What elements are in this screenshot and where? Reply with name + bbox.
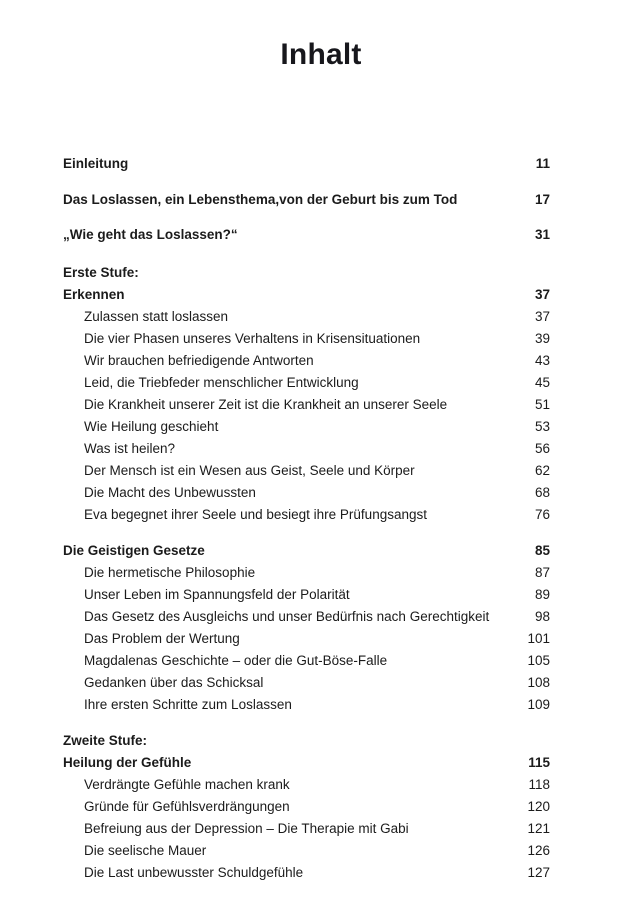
entry-title: Erste Stufe: xyxy=(63,264,139,280)
entry-title: Das Loslassen, ein Lebensthema,von der Geburt bis zum Tod xyxy=(63,191,458,207)
entry-title: Leid, die Triebfeder menschlicher Entwicklung xyxy=(84,374,359,390)
toc-sub-entry[interactable] xyxy=(63,372,550,394)
toc-sub-entry[interactable] xyxy=(63,350,550,372)
toc-sub-entry[interactable] xyxy=(63,672,550,694)
entry-page-number: 17 xyxy=(534,191,550,207)
toc-sub-entry[interactable] xyxy=(63,796,550,818)
entry-page-number: 126 xyxy=(527,842,550,858)
entry-page-number: 11 xyxy=(535,156,550,171)
entry-page-number: 87 xyxy=(534,564,550,580)
entry-title: Das Problem der Wertung xyxy=(84,630,240,646)
entry-title: Die Krankheit unserer Zeit ist die Krankheit an unserer Seele xyxy=(84,396,448,412)
page-title: Inhalt xyxy=(280,38,362,71)
entry-title: Die Last unbewusster Schuldgefühle xyxy=(84,864,304,880)
entry-page-number: 68 xyxy=(534,484,550,500)
toc-sub-entry[interactable] xyxy=(63,818,550,840)
entry-title: Die vier Phasen unseres Verhaltens in Krisensituationen xyxy=(84,330,421,346)
entry-page-number: 115 xyxy=(528,754,550,770)
toc-top-entry[interactable] xyxy=(63,155,550,172)
entry-title: „Wie geht das Loslassen?“ xyxy=(63,227,238,242)
entry-page-number: 105 xyxy=(527,652,550,668)
entry-title: Verdrängte Gefühle machen krank xyxy=(84,776,290,792)
toc-section xyxy=(63,262,550,526)
entry-page-number: 109 xyxy=(527,696,550,712)
entry-title: Die Geistigen Gesetze xyxy=(63,542,205,558)
toc-sub-entry[interactable] xyxy=(63,328,550,350)
toc-sub-entry[interactable] xyxy=(63,306,550,328)
entry-title: Heilung der Gefühle xyxy=(63,754,192,770)
toc-section-heading[interactable] xyxy=(63,262,550,284)
toc-top-entry[interactable] xyxy=(63,226,550,243)
entry-title: Das Gesetz des Ausgleichs und unser Bedürfnis nach Gerechtigkeit xyxy=(84,608,490,624)
entry-title: Wie Heilung geschieht xyxy=(84,418,219,434)
entry-title: Die hermetische Philosophie xyxy=(84,564,256,580)
entry-title: Wir brauchen befriedigende Antworten xyxy=(84,352,314,368)
toc-section-heading[interactable] xyxy=(63,540,550,562)
entry-title: Der Mensch ist ein Wesen aus Geist, Seele und Körper xyxy=(84,462,415,478)
entry-page-number: 101 xyxy=(527,630,550,646)
entry-page-number: 108 xyxy=(527,674,550,690)
entry-page-number: 37 xyxy=(534,286,550,302)
entry-title: Befreiung aus der Depression – Die Therapie mit Gabi xyxy=(84,820,409,836)
entry-title: Ihre ersten Schritte zum Loslassen xyxy=(84,696,292,712)
entry-title: Die Macht des Unbewussten xyxy=(84,484,256,500)
entry-page-number: 53 xyxy=(534,418,550,434)
entry-page-number: 118 xyxy=(528,776,550,792)
entry-page-number: 31 xyxy=(534,227,550,242)
toc-sub-entry[interactable] xyxy=(63,460,550,482)
toc-sub-entry[interactable] xyxy=(63,482,550,504)
toc-sub-entry[interactable] xyxy=(63,862,550,884)
entry-page-number: 98 xyxy=(534,608,550,624)
entry-title: Magdalenas Geschichte – oder die Gut-Böse-Falle xyxy=(84,652,388,668)
toc-sub-entry[interactable] xyxy=(63,504,550,526)
toc-section xyxy=(63,540,550,716)
toc-sub-entry[interactable] xyxy=(63,438,550,460)
toc-sub-entry[interactable] xyxy=(63,416,550,438)
toc-sub-entry[interactable] xyxy=(63,840,550,862)
entry-title: Erkennen xyxy=(63,286,125,302)
entry-title: Zulassen statt loslassen xyxy=(84,308,229,324)
entry-page-number: 89 xyxy=(534,586,550,602)
toc-sub-entry[interactable] xyxy=(63,394,550,416)
entry-page-number: 39 xyxy=(534,330,550,346)
toc-sub-entry[interactable] xyxy=(63,584,550,606)
toc-sub-entry[interactable] xyxy=(63,650,550,672)
toc-sub-entry[interactable] xyxy=(63,774,550,796)
entry-page-number: 51 xyxy=(534,396,550,412)
entry-title: Was ist heilen? xyxy=(84,440,176,456)
entry-title: Eva begegnet ihrer Seele und besiegt ihre Prüfungsangst xyxy=(84,506,427,522)
toc-sub-entry[interactable] xyxy=(63,562,550,584)
toc-section xyxy=(63,730,550,884)
entry-title: Die seelische Mauer xyxy=(84,842,207,858)
entry-page-number: 62 xyxy=(534,462,550,478)
entry-title: Einleitung xyxy=(63,156,129,171)
toc-sub-entry[interactable] xyxy=(63,694,550,716)
entry-title: Unser Leben im Spannungsfeld der Polarität xyxy=(84,586,350,602)
entry-title: Gründe für Gefühlsverdrängungen xyxy=(84,798,290,814)
toc-sub-entry[interactable] xyxy=(63,628,550,650)
entry-page-number: 37 xyxy=(534,308,550,324)
entry-page-number: 85 xyxy=(534,542,550,558)
entry-title: Gedanken über das Schicksal xyxy=(84,674,264,690)
toc-section-heading[interactable] xyxy=(63,284,550,306)
entry-page-number: 45 xyxy=(534,374,550,390)
entry-page-number: 127 xyxy=(527,864,550,880)
toc-sub-entry[interactable] xyxy=(63,606,550,628)
toc-top-entry[interactable] xyxy=(63,191,550,208)
entry-page-number: 43 xyxy=(534,352,550,368)
entry-page-number: 121 xyxy=(527,820,550,836)
toc-section-heading[interactable] xyxy=(63,730,550,752)
entry-page-number: 56 xyxy=(534,440,550,456)
toc-section-heading[interactable] xyxy=(63,752,550,774)
entry-page-number: 76 xyxy=(534,506,550,522)
entry-page-number: 120 xyxy=(527,798,550,814)
toc-list xyxy=(63,155,550,884)
entry-title: Zweite Stufe: xyxy=(63,732,148,748)
